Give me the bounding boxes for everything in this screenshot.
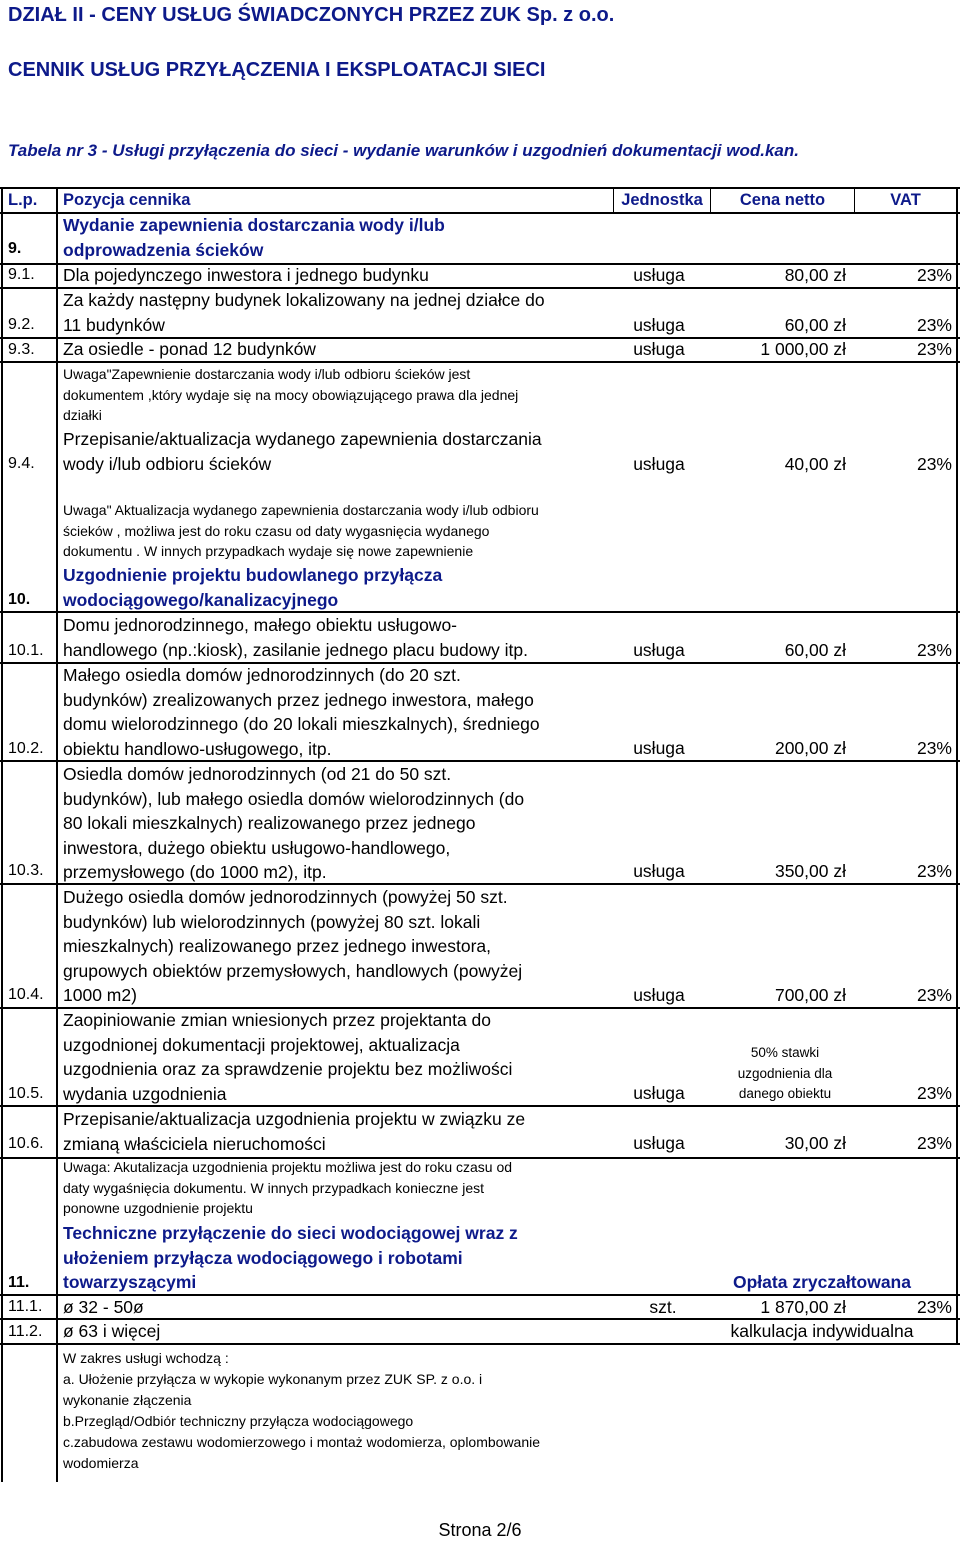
row-number: 10.6. (8, 1135, 44, 1152)
row-description-line: Za każdy następny budynek lokalizowany na jednej działce do (63, 290, 545, 310)
row-unit: usługa (633, 738, 685, 758)
row-description-line: budynków), lub małego osiedla domów wielorodzinnych (do (63, 788, 525, 809)
grid-line (956, 187, 958, 1344)
row-description (63, 1107, 525, 1156)
flat-fee-label: Opłata zryczałtowana (733, 1272, 911, 1292)
row-vat: 23% (916, 1083, 952, 1103)
row-price: 350,00 zł (774, 861, 846, 881)
row-unit: usługa (633, 861, 685, 881)
row-unit: usługa (633, 1083, 685, 1103)
row-description-line: handlowego (np.:kiosk), zasilanie jednego placu budowy itp. (63, 639, 529, 660)
note-line: c.zabudowa zestawu wodomierzowego i montaż wodomierza, oplombowanie (63, 1434, 541, 1450)
row-number: 9.4. (8, 455, 35, 472)
row-unit: szt. (649, 1297, 677, 1317)
row-vat: 23% (916, 265, 952, 285)
note (63, 1157, 512, 1219)
row-unit: usługa (633, 315, 685, 335)
note-line: ścieków , możliwa jest do roku czasu od daty wygasnięcia wydanego (63, 522, 490, 539)
row-unit: usługa (633, 985, 685, 1005)
note-line: działki (63, 407, 102, 423)
row-unit: usługa (633, 1133, 685, 1153)
row-description: Za osiedle - ponad 12 budynków (63, 339, 316, 359)
row-vat: 23% (916, 1297, 952, 1317)
note-line: wodomierza (63, 1455, 139, 1471)
row-description (63, 663, 540, 761)
row-number: 9.1. (8, 266, 35, 283)
row-description-line: Zaopiniowanie zmian wniesionych przez projektanta do (63, 1010, 492, 1030)
row-price-note-line: danego obiektu (738, 1086, 832, 1101)
row-description-line: grupowych obiektów przemysłowych, handlowych (powyżej (63, 960, 523, 981)
row-description-line: Dużego osiedla domów jednorodzinnych (powyżej 50 szt. (63, 887, 508, 907)
col-header-lp: L.p. (8, 191, 38, 209)
row-price: 700,00 zł (774, 985, 846, 1005)
row-unit: usługa (633, 454, 685, 474)
row-vat: 23% (916, 315, 952, 335)
row-description-line: Przepisanie/aktualizacja uzgodnienia projektu w związku ze (63, 1109, 526, 1129)
section-title (63, 563, 442, 612)
section-title-line: Techniczne przyłączenie do sieci wodociągowej wraz z (63, 1223, 518, 1243)
row-price: 30,00 zł (784, 1133, 846, 1153)
note-line: daty wygaśnięcia dokumentu. W innych przypadkach konieczne jest (63, 1179, 484, 1196)
row-description-line: 80 lokali mieszkalnych) realizowanego przez jednego (63, 813, 476, 833)
row-number: 10.2. (8, 740, 44, 757)
section-title-line: odprowadzenia ścieków (63, 239, 264, 260)
col-header-price: Cena netto (739, 191, 826, 209)
row-description-line: Małego osiedla domów jednorodzinnych (do 20 szt. (63, 665, 461, 685)
row-price: kalkulacja indywidualna (730, 1321, 914, 1341)
page-number: Strona 2/6 (438, 1520, 522, 1540)
row-vat: 23% (916, 861, 952, 881)
col-header-vat: VAT (890, 191, 921, 209)
row-number: 10. (8, 591, 31, 608)
row-unit: usługa (633, 339, 685, 359)
row-description-line: wody i/lub odbioru ścieków (63, 453, 272, 474)
section-title-line: Uzgodnienie projektu budowlanego przyłącza (63, 565, 443, 585)
note-line: Uwaga"Zapewnienie dostarczania wody i/lub odbioru ścieków jest (63, 366, 471, 382)
row-description-line: budynków) zrealizowanych przez jednego inwestora, małego (63, 689, 534, 710)
row-description (63, 427, 542, 476)
row-description (63, 885, 522, 1008)
row-description-line: mieszkalnych) realizowanego przez jednego inwestora, (63, 936, 491, 956)
row-description-line: Przepisanie/aktualizacja wydanego zapewnienia dostarczania (63, 429, 542, 449)
row-description (63, 762, 524, 885)
row-vat: 23% (916, 738, 952, 758)
note-line: ponowne uzgodnienie projektu (63, 1200, 253, 1216)
note-line: Uwaga: Akutalizacja uzgodnienia projektu możliwa jest do roku czasu od (63, 1159, 513, 1175)
row-description (63, 1008, 512, 1106)
row-number: 10.3. (8, 862, 44, 879)
row-description-line: 1000 m2) (63, 985, 137, 1005)
row-price: 1 870,00 zł (760, 1297, 846, 1317)
row-number: 10.1. (8, 642, 44, 659)
note-line: b.Przegląd/Odbiór techniczny przyłącza wodociągowego (63, 1413, 414, 1429)
section-title-line: ułożeniem przyłącza wodociągowego i robotami (63, 1247, 463, 1268)
row-price-note-line: 50% stawki (750, 1045, 820, 1060)
row-price: 1 000,00 zł (760, 339, 846, 359)
row-vat: 23% (916, 640, 952, 660)
row-number: 11. (8, 1274, 30, 1291)
section-title-line: Wydanie zapewnienia dostarczania wody i/lub (63, 215, 445, 235)
row-description (63, 613, 528, 662)
row-description: ø 63 i więcej (63, 1321, 161, 1341)
row-unit: usługa (633, 640, 685, 660)
row-description-line: uzgodnionej dokumentacji projektowej, aktualizacja (63, 1034, 460, 1055)
note-line: dokumentu . W innych przypadkach wydaje się nowe zapewnienie (63, 543, 474, 559)
grid-line (0, 187, 960, 189)
pricelist-heading: CENNIK USŁUG PRZYŁĄCZENIA I EKSPLOATACJI SIECI (8, 59, 546, 81)
row-unit: usługa (633, 265, 685, 285)
section-title (63, 213, 445, 262)
row-description-line: wydania uzgodnienia (63, 1083, 227, 1104)
note-line: W zakres usługi wchodzą : (63, 1350, 229, 1366)
row-description: Dla pojedynczego inwestora i jednego budynku (63, 265, 429, 285)
grid-line (1, 187, 3, 1482)
row-price-note-line: uzgodnienia dla (737, 1065, 833, 1081)
row-price: 80,00 zł (784, 265, 846, 285)
row-number: 11.2. (8, 1323, 43, 1340)
note-line: Uwaga" Aktualizacja wydanego zapewnienia dostarczania wody i/lub odbioru (63, 502, 539, 518)
row-description: ø 32 - 50ø (63, 1297, 144, 1317)
row-description-line: zmianą właściciela nieruchomości (63, 1133, 326, 1154)
row-price: 60,00 zł (784, 640, 846, 660)
row-description-line: inwestora, dużego obiektu usługowo-handlowego, (63, 837, 451, 858)
row-vat: 23% (916, 339, 952, 359)
row-description-line: uzgodnienia oraz za sprawdzenie projektu bez możliwości (63, 1059, 513, 1079)
row-price: 40,00 zł (784, 454, 846, 474)
department-heading: DZIAŁ II - CENY USŁUG ŚWIADCZONYCH PRZEZ ZUK Sp. z o.o. (8, 4, 615, 26)
row-vat: 23% (916, 454, 952, 474)
note-line: dokumentem ,który wydaje się na mocy obowiązującego prawa dla jednej (63, 386, 519, 403)
row-number: 10.4. (8, 986, 44, 1003)
row-description-line: Osiedla domów jednorodzinnych (od 21 do 50 szt. (63, 764, 452, 784)
row-description-line: domu wielorodzinnego (do 20 lokali mieszkalnych), średniego (63, 714, 540, 734)
grid-line (56, 187, 58, 1482)
row-description-line: obiektu handlowo-usługowego, itp. (63, 738, 332, 759)
row-price: 200,00 zł (774, 738, 846, 758)
note-line: a. Ułożenie przyłącza w wykopie wykonanym przez ZUK SP. z o.o. i (63, 1371, 483, 1387)
section-title (63, 1221, 518, 1295)
col-header-position: Pozycja cennika (63, 191, 191, 209)
row-price: 60,00 zł (784, 315, 846, 335)
row-number: 10.5. (8, 1085, 44, 1102)
row-price-note (716, 1043, 854, 1105)
table-title: Tabela nr 3 - Usługi przyłączenia do sieci - wydanie warunków i uzgodnień dokumentacji wod.kan. (8, 141, 799, 160)
row-number: 9. (8, 240, 22, 257)
row-number: 11.1. (8, 1298, 43, 1315)
row-number: 9.2. (8, 316, 35, 333)
row-description (63, 288, 545, 337)
row-description-line: Domu jednorodzinnego, małego obiektu usługowo- (63, 615, 457, 635)
row-number: 9.3. (8, 341, 35, 358)
row-description-line: przemysłowego (do 1000 m2), itp. (63, 862, 327, 882)
note (63, 364, 518, 426)
note-line: wykonanie złączenia (63, 1392, 192, 1408)
section-title-line: towarzyszącymi (63, 1272, 197, 1292)
row-description-line: budynków) lub wielorodzinnych (powyżej 80 szt. lokali (63, 911, 481, 932)
note (63, 1348, 540, 1474)
note (63, 500, 539, 562)
row-vat: 23% (916, 1133, 952, 1153)
col-header-unit: Jednostka (621, 191, 703, 209)
section-title-line: wodociągowego/kanalizacyjnego (63, 589, 339, 610)
row-vat: 23% (916, 985, 952, 1005)
row-description-line: 11 budynków (63, 314, 165, 335)
